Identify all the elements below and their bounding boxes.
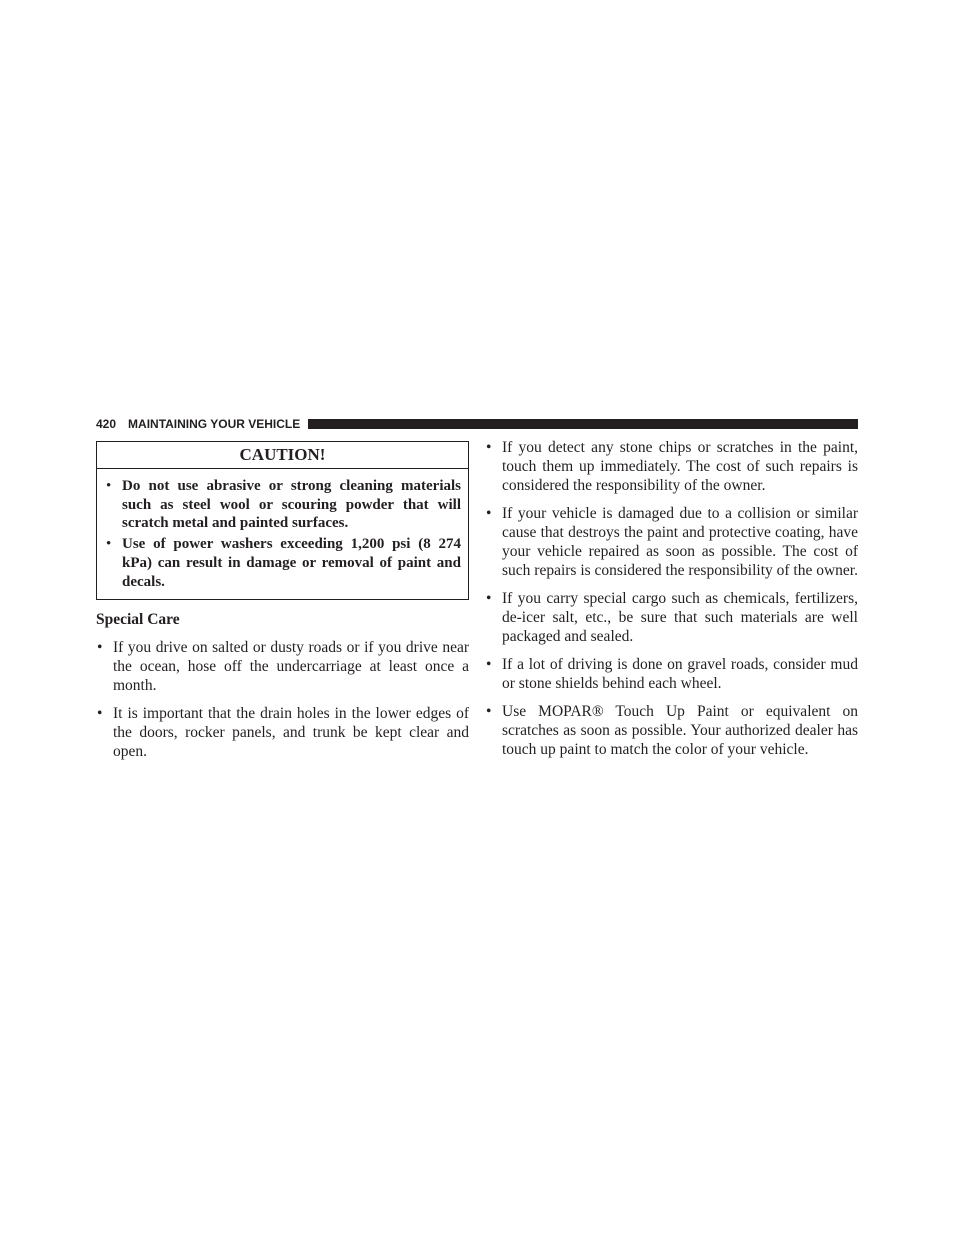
list-item-text: If you carry special cargo such as chemicals, fertilizers, de-icer salt, etc., be sure that such materials are well packaged and sealed. [502,590,858,645]
list-item [485,702,858,759]
list-item-text: If a lot of driving is done on gravel roads, consider mud or stone shields behind each wheel. [502,656,858,692]
bullet-icon: • [486,590,492,607]
list-item-text: If you detect any stone chips or scratches in the paint, touch them up immediately. The cost of such repairs is considered the responsibility of the owner. [502,439,858,494]
caution-heading: CAUTION! [97,442,468,469]
list-item-text: It is important that the drain holes in the lower edges of the doors, rocker panels, and trunk be kept clear and open. [113,705,469,761]
section-title: MAINTAINING YOUR VEHICLE [128,417,301,431]
bullet-icon: • [106,478,112,494]
bullet-icon: • [97,705,103,723]
caution-item-text: Use of power washers exceeding 1,200 psi (8 274 kPa) can result in damage or removal of paint and decals. [122,536,461,590]
list-item [96,704,469,761]
list-item [485,589,858,646]
list-item [96,638,469,695]
page-header [96,417,858,431]
caution-item-text: Do not use abrasive or strong cleaning materials such as steel wool or scouring powder that will scratch metal and painted surfaces. [122,478,461,532]
list-item-text: If your vehicle is damaged due to a collision or similar cause that destroys the paint and protective coating, have your vehicle repaired as soon as possible. The cost of such repairs is considered the responsibility of the owner. [502,505,858,579]
right-column [485,441,858,768]
bullet-icon: • [97,639,103,657]
special-care-heading: Special Care [96,611,180,629]
page-number: 420 [96,417,117,431]
list-item [485,504,858,580]
bullet-icon: • [106,536,112,553]
header-rule [308,419,858,429]
caution-item [105,477,461,533]
bullet-icon: • [486,505,492,522]
caution-box [96,441,469,600]
left-column [96,441,469,770]
list-item [485,438,858,495]
list-item-text: If you drive on salted or dusty roads or if you drive near the ocean, hose off the undercarriage at least once a month. [113,639,469,695]
bullet-icon: • [486,439,492,456]
special-care-list-right [485,438,858,759]
special-care-list-left [96,638,469,761]
list-item [485,655,858,693]
bullet-icon: • [486,656,492,673]
list-item-text: Use MOPAR® Touch Up Paint or equivalent on scratches as soon as possible. Your authorized dealer has touch up paint to match the color of your vehicle. [502,703,858,758]
caution-list [97,469,468,599]
caution-item [105,535,461,591]
bullet-icon: • [486,703,492,720]
